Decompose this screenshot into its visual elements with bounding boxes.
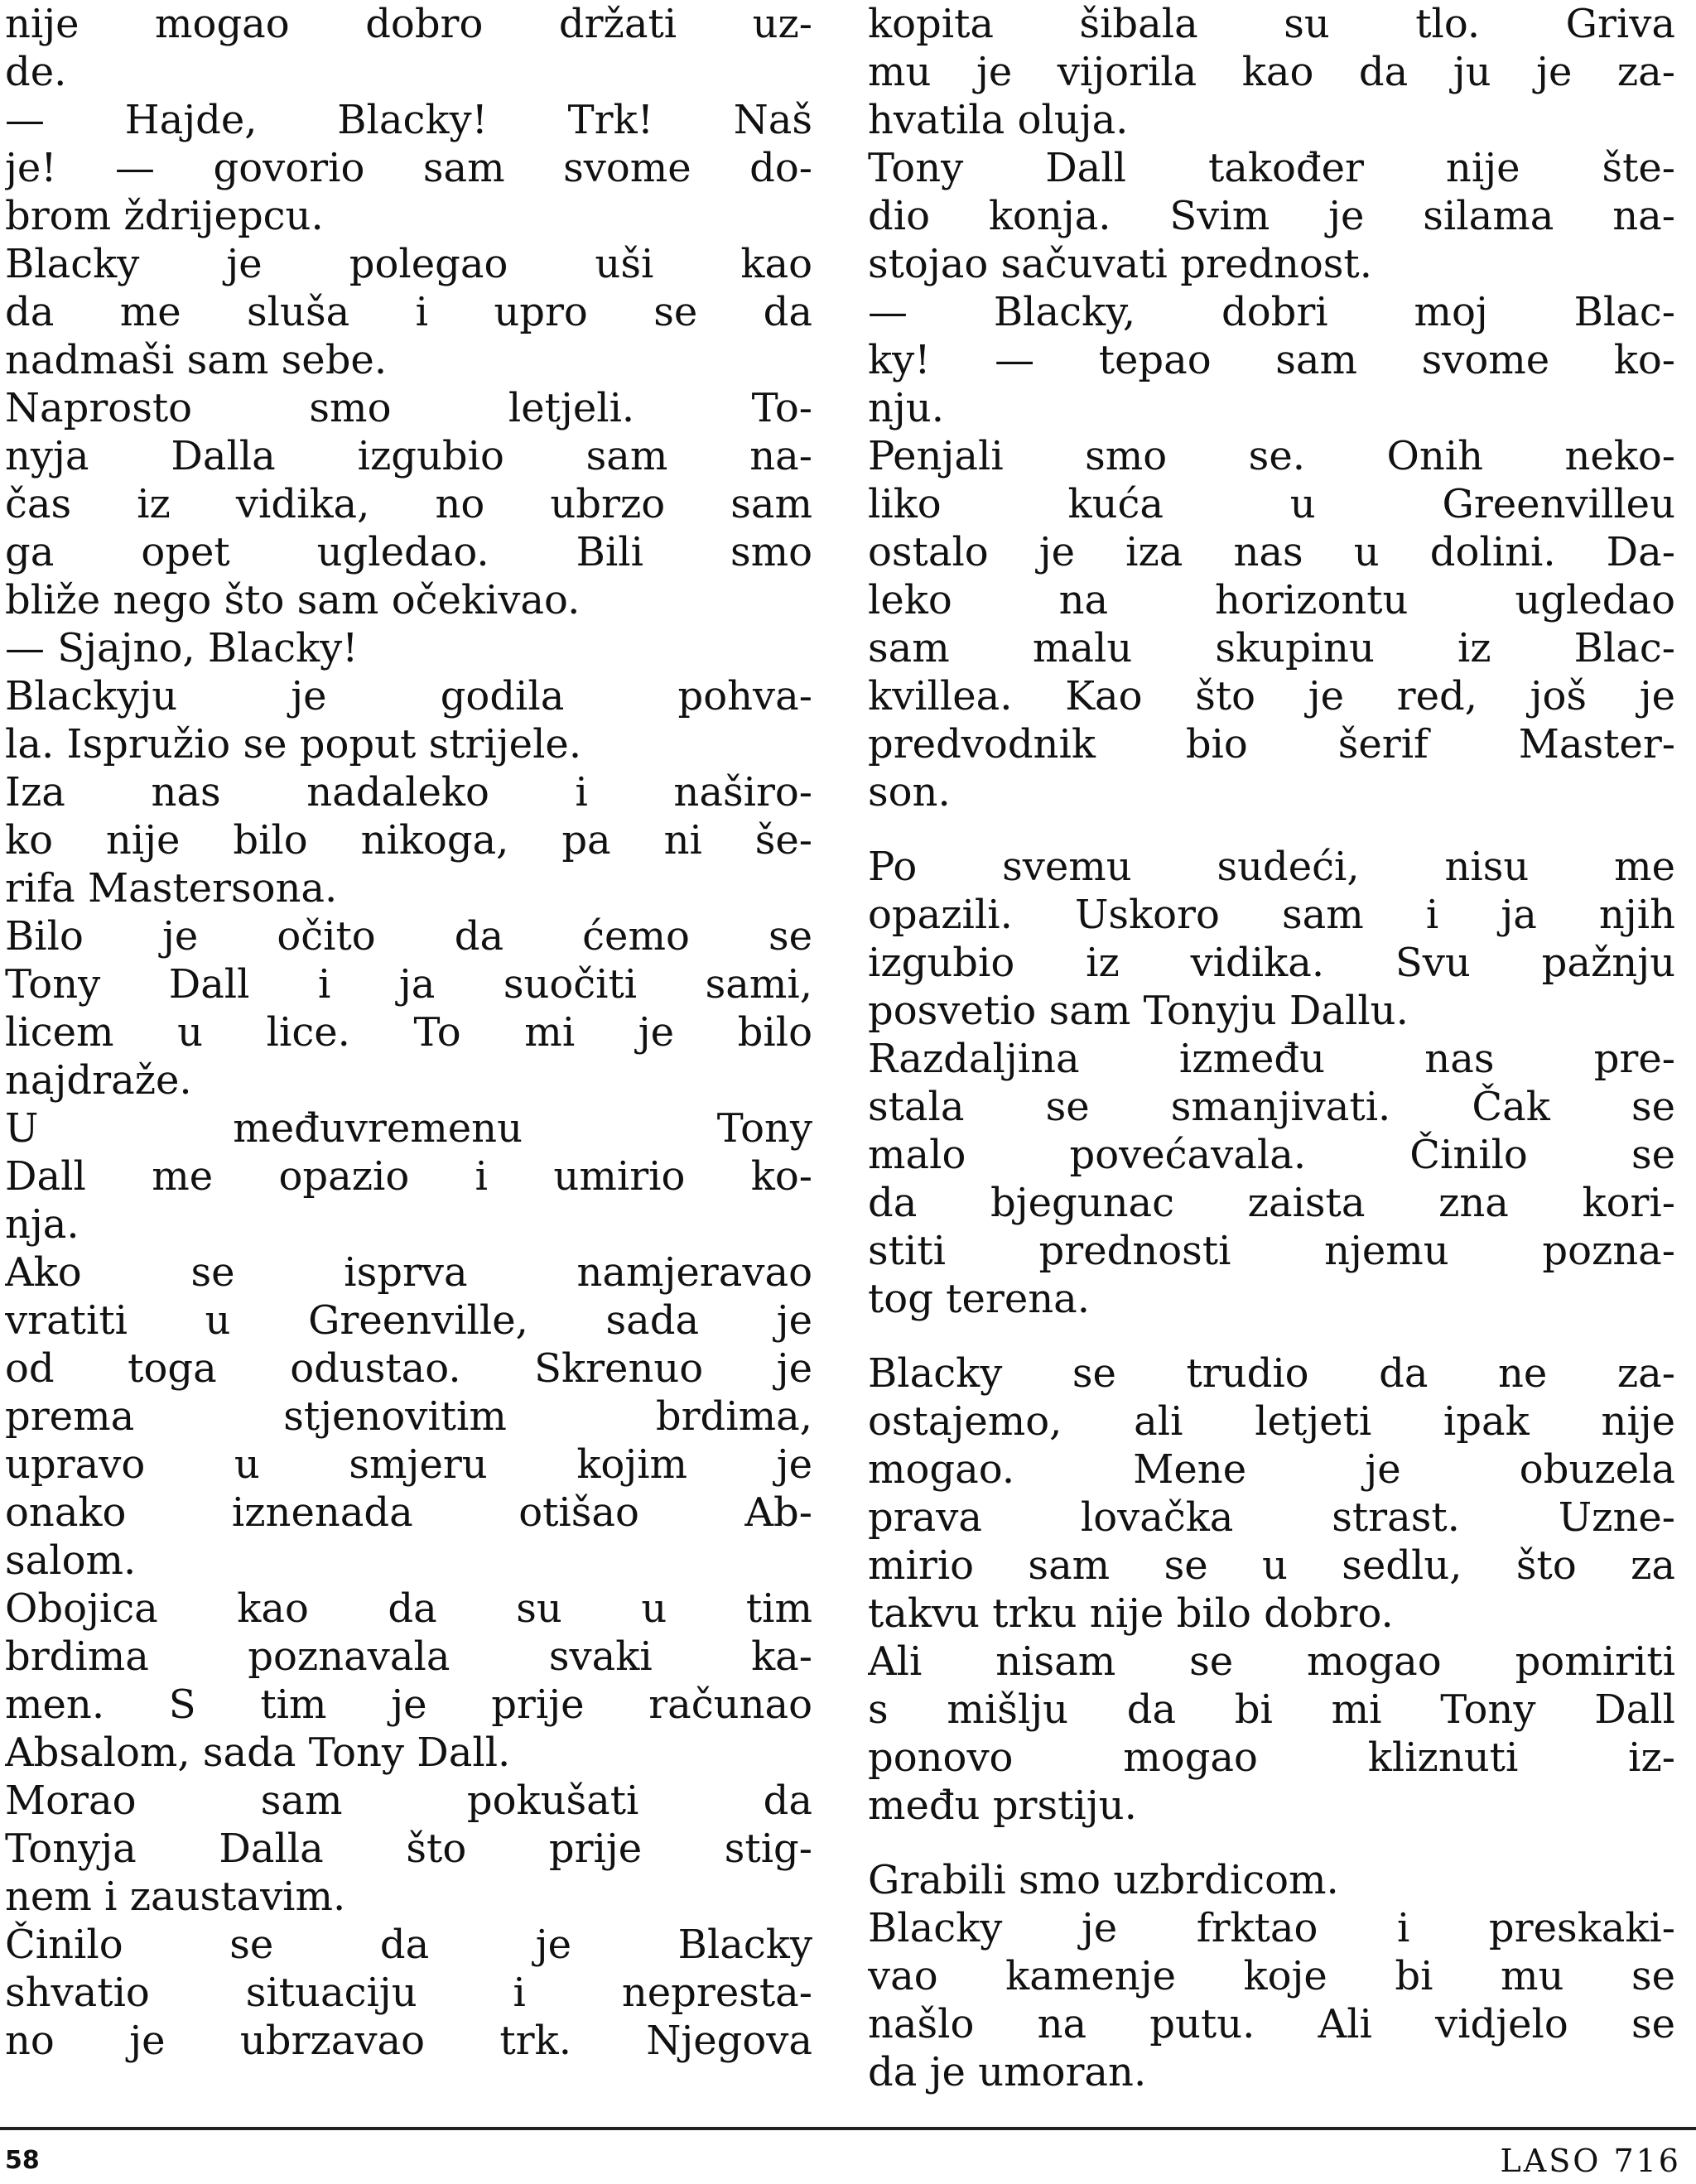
text-line: la. Ispružio se poput strijele. xyxy=(5,721,582,767)
text-line: dio konja. Svim je silama na- xyxy=(868,193,1675,239)
text-line: malo povećavala. Činilo se xyxy=(868,1132,1675,1178)
paragraph-gap xyxy=(868,816,1675,843)
text-line: leko na horizontu ugledao xyxy=(868,577,1675,623)
text-line: vao kamenje koje bi mu se xyxy=(868,1953,1675,1999)
text-line: da me sluša i upro se da xyxy=(5,289,812,335)
text-line: da bjegunac zaista zna kori- xyxy=(868,1180,1675,1226)
text-line: ostalo je iza nas u dolini. Da- xyxy=(868,529,1675,575)
text-line: Dall me opazio i umirio ko- xyxy=(5,1153,812,1200)
text-line: Tonyja Dalla što prije stig- xyxy=(5,1826,812,1872)
text-line: ky! — tepao sam svome ko- xyxy=(868,337,1675,383)
left-text-column xyxy=(5,0,812,2065)
text-line: — Hajde, Blacky! Trk! Naš xyxy=(5,97,812,143)
text-line: licem u lice. To mi je bilo xyxy=(5,1009,812,1056)
text-line: nyja Dalla izgubio sam na- xyxy=(5,433,812,479)
text-line: čas iz vidika, no ubrzo sam xyxy=(5,481,812,527)
text-line: son. xyxy=(868,769,951,815)
text-line: stojao sačuvati prednost. xyxy=(868,241,1372,287)
text-line: Činilo se da je Blacky xyxy=(5,1922,812,1968)
page-number: 58 xyxy=(5,2146,40,2175)
text-line: nadmaši sam sebe. xyxy=(5,337,388,383)
text-line: ponovo mogao kliznuti iz- xyxy=(868,1734,1675,1781)
text-line: Penjali smo se. Onih neko- xyxy=(868,433,1675,479)
text-line: Tony Dall također nije šte- xyxy=(868,145,1675,191)
text-line: Ali nisam se mogao pomiriti xyxy=(868,1638,1675,1685)
text-line: tog terena. xyxy=(868,1276,1091,1322)
text-line: stiti prednosti njemu pozna- xyxy=(868,1228,1675,1274)
text-line: kopita šibala su tlo. Griva xyxy=(868,1,1675,47)
text-line: predvodnik bio šerif Master- xyxy=(868,721,1675,767)
text-line: mogao. Mene je obuzela xyxy=(868,1446,1675,1493)
text-line: Morao sam pokušati da xyxy=(5,1778,812,1824)
text-line: — Blacky, dobri moj Blac- xyxy=(868,289,1675,335)
text-line: brom ždrijepcu. xyxy=(5,193,324,239)
text-line: nju. xyxy=(868,385,944,431)
text-line: mirio sam se u sedlu, što za xyxy=(868,1542,1675,1589)
text-line: Absalom, sada Tony Dall. xyxy=(5,1729,511,1776)
text-line: no je ubrzavao trk. Njegova xyxy=(5,2018,812,2064)
text-line: bliže nego što sam očekivao. xyxy=(5,577,581,623)
text-line: Blacky se trudio da ne za- xyxy=(868,1350,1675,1397)
text-line: posvetio sam Tonyju Dallu. xyxy=(868,988,1409,1034)
text-line: rifa Mastersona. xyxy=(5,865,338,912)
text-line: opazili. Uskoro sam i ja njih xyxy=(868,892,1675,938)
text-line: Po svemu sudeći, nisu me xyxy=(868,844,1675,890)
text-line: među prstiju. xyxy=(868,1782,1137,1829)
text-line: Grabili smo uzbrdicom. xyxy=(868,1857,1339,1903)
text-line: prava lovačka strast. Uzne- xyxy=(868,1494,1675,1541)
text-line: ostajemo, ali letjeti ipak nije xyxy=(868,1398,1675,1445)
text-line: s mišlju da bi mi Tony Dall xyxy=(868,1686,1675,1733)
text-line: našlo na putu. Ali vidjelo se xyxy=(868,2001,1675,2047)
issue-label: LASO 716 xyxy=(1500,2143,1681,2179)
text-line: upravo u smjeru kojim je xyxy=(5,1441,812,1488)
text-line: Razdaljina između nas pre- xyxy=(868,1036,1675,1082)
text-line: sam malu skupinu iz Blac- xyxy=(868,625,1675,671)
text-line: kvillea. Kao što je red, još je xyxy=(868,673,1675,719)
text-line: izgubio iz vidika. Svu pažnju xyxy=(868,940,1675,986)
text-line: takvu trku nije bilo dobro. xyxy=(868,1590,1394,1637)
paragraph-gap xyxy=(868,1830,1675,1856)
text-line: od toga odustao. Skrenuo je xyxy=(5,1345,812,1392)
footer-rule xyxy=(0,2127,1696,2130)
text-line: hvatila oluja. xyxy=(868,97,1129,143)
text-line: prema stjenovitim brdima, xyxy=(5,1393,812,1440)
text-line: Blacky je polegao uši kao xyxy=(5,241,812,287)
text-line: U međuvremenu Tony xyxy=(5,1105,812,1152)
text-line: shvatio situaciju i nepresta- xyxy=(5,1970,812,2016)
text-line: Ako se isprva namjeravao xyxy=(5,1249,812,1296)
text-line: stala se smanjivati. Čak se xyxy=(868,1084,1675,1130)
text-line: — Sjajno, Blacky! xyxy=(5,625,359,671)
text-line: Naprosto smo letjeli. To- xyxy=(5,385,812,431)
text-line: vratiti u Greenville, sada je xyxy=(5,1297,812,1344)
text-line: salom. xyxy=(5,1537,137,1584)
text-line: onako iznenada otišao Ab- xyxy=(5,1489,812,1536)
text-line: liko kuća u Greenvilleu xyxy=(868,481,1675,527)
text-line: Bilo je očito da ćemo se xyxy=(5,913,812,960)
text-line: mu je vijorila kao da ju je za- xyxy=(868,49,1675,95)
right-text-column xyxy=(868,0,1675,2096)
text-line: ko nije bilo nikoga, pa ni še- xyxy=(5,817,812,863)
text-line: Blacky je frktao i preskaki- xyxy=(868,1905,1675,1951)
text-line: najdraže. xyxy=(5,1057,192,1104)
text-line: Obojica kao da su u tim xyxy=(5,1585,812,1632)
text-line: nem i zaustavim. xyxy=(5,1874,346,1920)
text-line: Iza nas nadaleko i naširo- xyxy=(5,769,812,815)
text-line: je! — govorio sam svome do- xyxy=(5,145,812,191)
text-line: Blackyju je godila pohva- xyxy=(5,673,812,719)
text-line: brdima poznavala svaki ka- xyxy=(5,1633,812,1680)
text-line: men. S tim je prije računao xyxy=(5,1681,812,1728)
text-line: Tony Dall i ja suočiti sami, xyxy=(5,961,812,1008)
text-line: ga opet ugledao. Bili smo xyxy=(5,529,812,575)
text-line: de. xyxy=(5,49,67,95)
paragraph-gap xyxy=(868,1323,1675,1349)
text-line: nije mogao dobro držati uz- xyxy=(5,1,812,47)
text-line: nja. xyxy=(5,1201,80,1248)
text-line: da je umoran. xyxy=(868,2049,1147,2095)
